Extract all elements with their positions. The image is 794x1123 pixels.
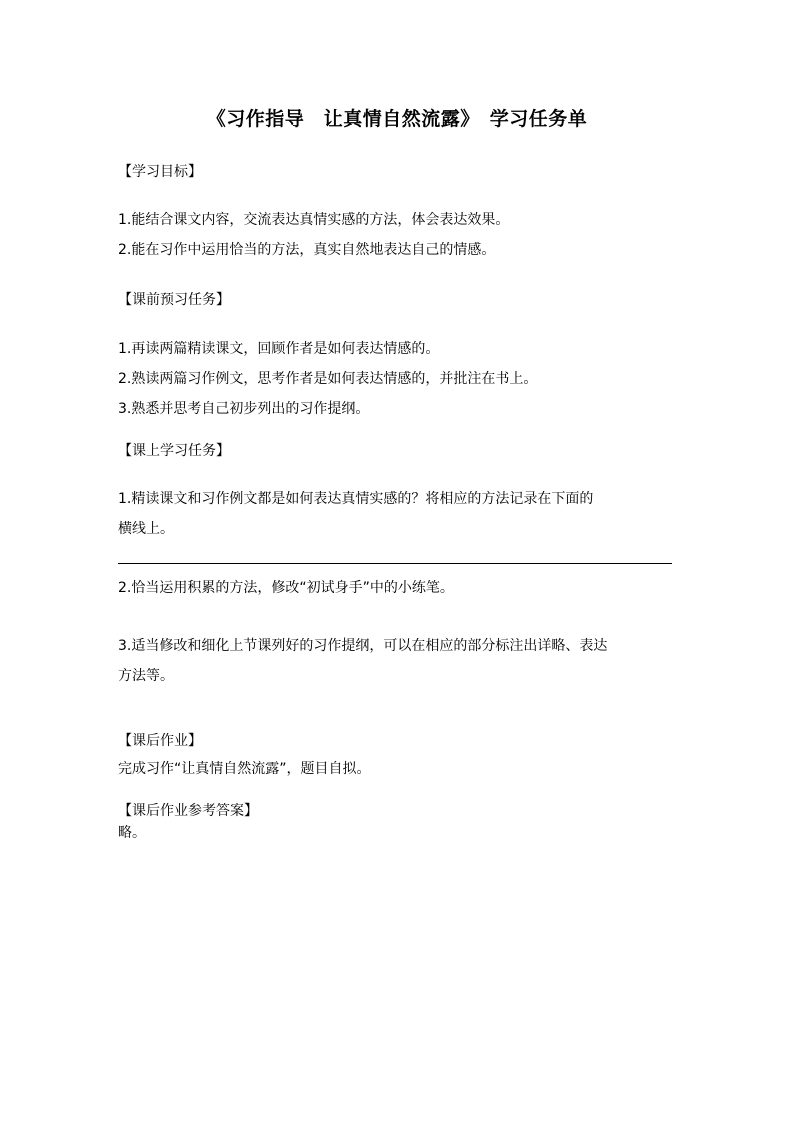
answer-heading: 【课后作业参考答案】 (118, 803, 258, 819)
preview-item-2: 2.熟读两篇习作例文，思考作者是如何表达情感的，并批注在书上。 (118, 371, 538, 387)
inclass-task3-line2: 方法等。 (118, 668, 174, 684)
homework-heading: 【课后作业】 (118, 733, 202, 749)
preview-heading: 【课前预习任务】 (118, 292, 230, 308)
inclass-task3-line1: 3.适当修改和细化上节课列好的习作提纲，可以在相应的部分标注出详略、表达 (118, 638, 608, 654)
preview-item-3: 3.熟悉并思考自己初步列出的习作提纲。 (118, 401, 370, 417)
goal-item-1: 1.能结合课文内容，交流表达真情实感的方法，体会表达效果。 (118, 212, 510, 228)
inclass-task1-line2: 横线上。 (118, 521, 174, 537)
page-title: 《习作指导 让真情自然流露》 学习任务单 (206, 108, 588, 130)
inclass-task2: 2.恰当运用积累的方法，修改“初试身手”中的小练笔。 (118, 580, 454, 596)
goals-heading: 【学习目标】 (118, 164, 202, 180)
inclass-task1-line1: 1.精读课文和习作例文都是如何表达真情实感的？将相应的方法记录在下面的 (118, 491, 594, 507)
answer-blank-line (118, 563, 672, 564)
answer-text: 略。 (118, 825, 146, 841)
preview-item-1: 1.再读两篇精读课文，回顾作者是如何表达情感的。 (118, 341, 440, 357)
homework-text: 完成习作“让真情自然流露”，题目自拟。 (118, 761, 371, 777)
inclass-heading: 【课上学习任务】 (118, 443, 230, 459)
goal-item-2: 2.能在习作中运用恰当的方法，真实自然地表达自己的情感。 (118, 242, 496, 258)
